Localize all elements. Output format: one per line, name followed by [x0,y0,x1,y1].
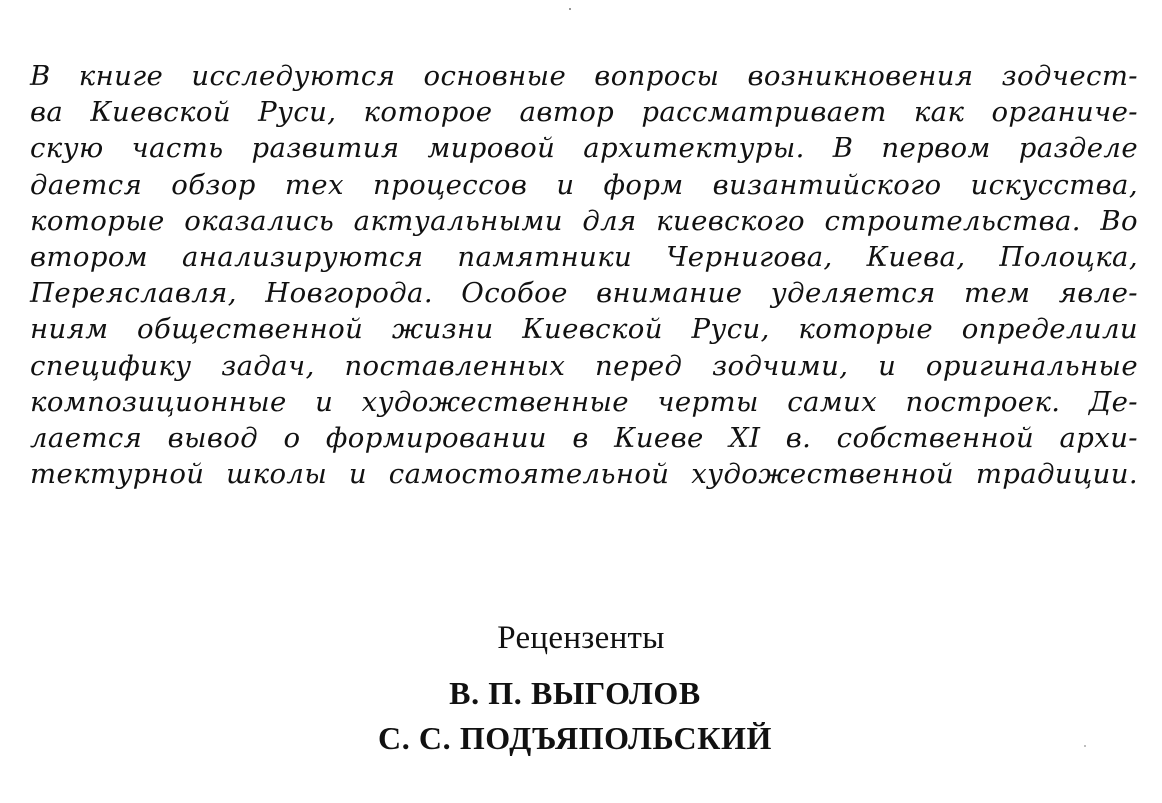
abstract-line: которые оказались актуальными для киевского строительства. Во [30,204,1138,237]
abstract-line: В книге исследуются основные вопросы возникновения зодчест- [30,60,1138,92]
abstract-line: лается вывод о формировании в Киеве XI в. собственной архи- [30,422,1138,455]
abstract-line: ва Киевской Руси, которое автор рассматривает как органиче- [30,96,1138,129]
abstract-line: специфику задач, поставленных перед зодчими, и оригинальные [30,349,1138,382]
print-speck [569,8,571,10]
reviewer-name: В. П. ВЫГОЛОВ [449,675,701,711]
abstract-line: Переяславля, Новгорода. Особое внимание уделяется тем явле- [30,277,1138,310]
abstract-line: ниям общественной жизни Киевской Руси, которые определили [30,313,1138,346]
abstract-line: втором анализируются памятники Чернигова, Киева, Полоцка, [30,241,1138,274]
abstract-line: скую часть развития мировой архитектуры. В первом разделе [30,132,1138,165]
abstract-line: тектурной школы и самостоятельной художественной традиции. [30,458,1138,491]
reviewer-name: С. С. ПОДЪЯПОЛЬСКИЙ [378,720,772,756]
reviewers-heading: Рецензенты [497,620,665,656]
book-abstract [30,58,1138,492]
abstract-line: дается обзор тех процессов и форм византийского искусства, [30,168,1138,201]
print-speck [1084,745,1086,747]
abstract-line: композиционные и художественные черты самих построек. Де- [30,385,1138,418]
